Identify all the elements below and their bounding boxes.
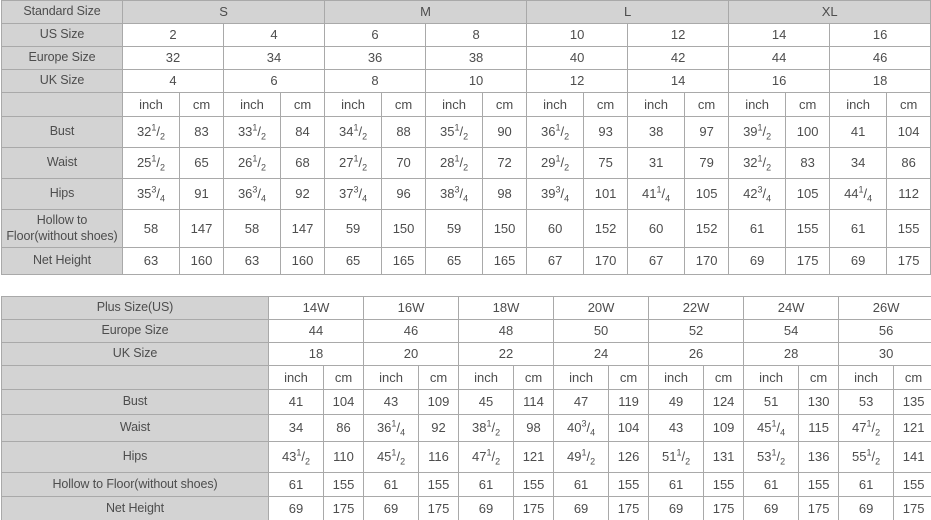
table-cell: 22W [649,297,744,320]
table-cell: $55^1/_2$ [839,442,894,473]
table-cell: 135 [894,390,931,415]
table-cell: 41 [269,390,324,415]
table-cell: 104 [609,415,649,442]
unit-cell: inch [729,93,786,117]
table-row-hollow-to-floor-without-shoes [2,473,931,497]
table-cell: $40^3/_4$ [554,415,609,442]
table-cell: 165 [382,248,426,275]
table-cell: 69 [830,248,887,275]
table-cell: 59 [426,210,483,248]
table-cell: 90 [483,117,527,148]
table-row-waist [2,148,931,179]
table-cell: 8 [426,24,527,47]
table-cell: 70 [382,148,426,179]
table-cell: 56 [839,320,931,343]
table-cell: 61 [554,473,609,497]
table-cell: $53^1/_2$ [744,442,799,473]
table-cell: $39^3/_4$ [527,179,584,210]
table-cell: 98 [483,179,527,210]
unit-cell: cm [584,93,628,117]
table-row-plus-size-us [2,297,931,320]
table-cell: $38^3/_4$ [426,179,483,210]
table-cell: 69 [364,497,419,520]
unit-cell: cm [281,93,325,117]
table-cell: 147 [281,210,325,248]
unit-cell: cm [382,93,426,117]
table-cell: 51 [744,390,799,415]
unit-cell: inch [830,93,887,117]
unit-cell: inch [744,366,799,390]
table-cell: 61 [364,473,419,497]
unit-cell: inch [459,366,514,390]
table-cell: $33^1/_2$ [224,117,281,148]
table-row-uk-size [2,70,931,93]
table-cell: 147 [180,210,224,248]
plus-size-chart [1,296,931,520]
table-row-hips [2,179,931,210]
table-cell: 40 [527,47,628,70]
table-cell: 131 [704,442,744,473]
table-cell: $26^1/_2$ [224,148,281,179]
table-cell: 61 [459,473,514,497]
table-cell: 34 [224,47,325,70]
unit-cell: cm [887,93,931,117]
table-cell: $35^1/_2$ [426,117,483,148]
table-cell: 112 [887,179,931,210]
row-label-plus-size-us: Plus Size(US) [2,297,269,320]
table-cell: 43 [649,415,704,442]
table-cell: 63 [123,248,180,275]
row-label-uk-size: UK Size [2,343,269,366]
row-label-units [2,93,123,117]
table-cell: 24 [554,343,649,366]
table-cell: 175 [324,497,364,520]
table-cell: 14W [269,297,364,320]
table-row-uk-size [2,343,931,366]
table-cell: 14 [729,24,830,47]
table-cell: 93 [584,117,628,148]
table-cell: 10 [426,70,527,93]
table-cell: 53 [839,390,894,415]
table-cell: $44^1/_4$ [830,179,887,210]
table-cell: 136 [799,442,839,473]
table-row-europe-size [2,320,931,343]
table-cell: $49^1/_2$ [554,442,609,473]
table-row-europe-size [2,47,931,70]
table-cell: 16W [364,297,459,320]
table-cell: 175 [799,497,839,520]
table-cell: 84 [281,117,325,148]
table-cell: 69 [269,497,324,520]
table-cell: 16 [830,24,931,47]
unit-cell: inch [224,93,281,117]
table-cell: 175 [609,497,649,520]
table-cell: 91 [180,179,224,210]
table-cell: 175 [887,248,931,275]
unit-cell: cm [514,366,554,390]
table-cell: 34 [269,415,324,442]
unit-cell: cm [704,366,744,390]
table-cell: $28^1/_2$ [426,148,483,179]
table-cell: $45^1/_4$ [744,415,799,442]
row-label-hollow-to-floor-without-shoes: Hollow to Floor(without shoes) [2,210,123,248]
table-cell: 121 [894,415,931,442]
table-cell: 98 [514,415,554,442]
table-cell: M [325,1,527,24]
unit-cell: cm [419,366,459,390]
table-cell: 67 [527,248,584,275]
row-label-uk-size: UK Size [2,70,123,93]
row-label-europe-size: Europe Size [2,47,123,70]
table-cell: 32 [123,47,224,70]
row-label-waist: Waist [2,148,123,179]
table-cell: 155 [799,473,839,497]
table-cell: 150 [382,210,426,248]
table-cell: $32^1/_2$ [729,148,786,179]
table-cell: 86 [324,415,364,442]
table-cell: 44 [269,320,364,343]
table-cell: 116 [419,442,459,473]
table-cell: $43^1/_2$ [269,442,324,473]
table-cell: 26W [839,297,931,320]
unit-cell: cm [894,366,931,390]
table-cell: 152 [584,210,628,248]
table-cell: 30 [839,343,931,366]
unit-cell: cm [685,93,729,117]
table-cell: 18W [459,297,554,320]
table-cell: 61 [830,210,887,248]
table-row-units [2,366,931,390]
row-label-units [2,366,269,390]
table-cell: 155 [324,473,364,497]
table-cell: 2 [123,24,224,47]
table-cell: 130 [799,390,839,415]
table-cell: $47^1/_2$ [839,415,894,442]
table-cell: 46 [830,47,931,70]
unit-cell: inch [839,366,894,390]
table-cell: 26 [649,343,744,366]
table-cell: 114 [514,390,554,415]
table-cell: 60 [527,210,584,248]
table-cell: 104 [887,117,931,148]
table-cell: 67 [628,248,685,275]
table-cell: 42 [628,47,729,70]
table-cell: 58 [224,210,281,248]
unit-cell: inch [269,366,324,390]
table-cell: $37^3/_4$ [325,179,382,210]
unit-cell: cm [180,93,224,117]
table-cell: 49 [649,390,704,415]
table-cell: 60 [628,210,685,248]
table-cell: 75 [584,148,628,179]
table-cell: 170 [584,248,628,275]
table-cell: 22 [459,343,554,366]
table-row-hollow-to-floor-without-shoes [2,210,931,248]
table-row-bust [2,117,931,148]
table-cell: 69 [744,497,799,520]
unit-cell: inch [364,366,419,390]
table-cell: $32^1/_2$ [123,117,180,148]
table-cell: 38 [628,117,685,148]
table-cell: 119 [609,390,649,415]
table-cell: 121 [514,442,554,473]
table-cell: $27^1/_2$ [325,148,382,179]
table-cell: 69 [839,497,894,520]
table-cell: $36^1/_4$ [364,415,419,442]
unit-cell: inch [649,366,704,390]
table-cell: 24W [744,297,839,320]
table-cell: $29^1/_2$ [527,148,584,179]
table-row-waist [2,415,931,442]
table-cell: 109 [419,390,459,415]
table-cell: 155 [887,210,931,248]
table-row-bust [2,390,931,415]
table-cell: 79 [685,148,729,179]
table-cell: 44 [729,47,830,70]
table-cell: 65 [180,148,224,179]
table-cell: 97 [685,117,729,148]
table-cell: L [527,1,729,24]
table-cell: 28 [744,343,839,366]
table-cell: 52 [649,320,744,343]
unit-cell: inch [554,366,609,390]
unit-cell: inch [628,93,685,117]
table-cell: 109 [704,415,744,442]
table-cell: 36 [325,47,426,70]
table-cell: 155 [704,473,744,497]
table-cell: $25^1/_2$ [123,148,180,179]
table-cell: $38^1/_2$ [459,415,514,442]
table-cell: 6 [325,24,426,47]
table-cell: 105 [786,179,830,210]
table-cell: 4 [224,24,325,47]
table-cell: $36^1/_2$ [527,117,584,148]
row-label-net-height: Net Height [2,497,269,520]
row-label-hips: Hips [2,442,269,473]
table-cell: 69 [554,497,609,520]
table-cell: 150 [483,210,527,248]
table-cell: $47^1/_2$ [459,442,514,473]
table-cell: 86 [887,148,931,179]
table-cell: $51^1/_2$ [649,442,704,473]
table-cell: 20 [364,343,459,366]
row-label-waist: Waist [2,415,269,442]
table-cell: 61 [649,473,704,497]
table-cell: 92 [281,179,325,210]
table-cell: 14 [628,70,729,93]
table-cell: 65 [325,248,382,275]
table-cell: S [123,1,325,24]
row-label-net-height: Net Height [2,248,123,275]
table-row-net-height [2,497,931,520]
unit-cell: cm [786,93,830,117]
table-cell: 105 [685,179,729,210]
table-cell: 141 [894,442,931,473]
table-cell: 155 [609,473,649,497]
row-label-bust: Bust [2,390,269,415]
unit-cell: cm [324,366,364,390]
table-cell: 83 [180,117,224,148]
table-cell: 4 [123,70,224,93]
table-cell: 54 [744,320,839,343]
table-cell: 38 [426,47,527,70]
table-cell: 20W [554,297,649,320]
table-cell: 110 [324,442,364,473]
table-cell: 69 [459,497,514,520]
table-cell: 160 [281,248,325,275]
table-row-units [2,93,931,117]
table-cell: 155 [894,473,931,497]
table-row-us-size [2,24,931,47]
table-cell: $41^1/_4$ [628,179,685,210]
table-cell: $45^1/_2$ [364,442,419,473]
table-cell: 50 [554,320,649,343]
unit-cell: cm [799,366,839,390]
row-label-standard-size: Standard Size [2,1,123,24]
table-cell: 61 [744,473,799,497]
table-cell: 43 [364,390,419,415]
table-cell: 47 [554,390,609,415]
table-row-net-height [2,248,931,275]
table-cell: 115 [799,415,839,442]
table-cell: 69 [649,497,704,520]
table-cell: 96 [382,179,426,210]
row-label-hips: Hips [2,179,123,210]
table-cell: 155 [514,473,554,497]
standard-size-chart [1,0,931,275]
table-cell: 18 [830,70,931,93]
table-cell: 126 [609,442,649,473]
table-cell: XL [729,1,931,24]
table-cell: $36^3/_4$ [224,179,281,210]
row-label-us-size: US Size [2,24,123,47]
table-row-hips [2,442,931,473]
table-cell: 100 [786,117,830,148]
table-cell: $35^3/_4$ [123,179,180,210]
table-cell: $42^3/_4$ [729,179,786,210]
table-cell: 155 [786,210,830,248]
table-cell: 16 [729,70,830,93]
table-cell: 31 [628,148,685,179]
table-cell: 155 [419,473,459,497]
unit-cell: cm [483,93,527,117]
unit-cell: inch [426,93,483,117]
table-cell: 104 [324,390,364,415]
table-cell: 45 [459,390,514,415]
table-cell: 6 [224,70,325,93]
table-cell: 46 [364,320,459,343]
table-cell: 175 [419,497,459,520]
table-cell: 12 [628,24,729,47]
row-label-europe-size: Europe Size [2,320,269,343]
table-cell: 101 [584,179,628,210]
table-cell: 34 [830,148,887,179]
table-cell: 175 [704,497,744,520]
table-cell: 41 [830,117,887,148]
table-cell: 65 [426,248,483,275]
table-cell: 83 [786,148,830,179]
table-cell: 124 [704,390,744,415]
table-cell: 61 [269,473,324,497]
table-cell: 175 [786,248,830,275]
unit-cell: cm [609,366,649,390]
table-cell: 8 [325,70,426,93]
table-cell: 88 [382,117,426,148]
table-cell: 92 [419,415,459,442]
table-cell: 12 [527,70,628,93]
table-cell: 58 [123,210,180,248]
table-cell: 72 [483,148,527,179]
table-cell: 59 [325,210,382,248]
table-cell: $39^1/_2$ [729,117,786,148]
table-cell: 165 [483,248,527,275]
table-cell: 175 [894,497,931,520]
table-cell: 10 [527,24,628,47]
table-cell: 160 [180,248,224,275]
row-label-hollow-to-floor-without-shoes: Hollow to Floor(without shoes) [2,473,269,497]
unit-cell: inch [527,93,584,117]
table-cell: $34^1/_2$ [325,117,382,148]
table-cell: 61 [839,473,894,497]
table-cell: 68 [281,148,325,179]
row-label-bust: Bust [2,117,123,148]
table-row-standard-size [2,1,931,24]
table-cell: 48 [459,320,554,343]
table-cell: 175 [514,497,554,520]
table-cell: 63 [224,248,281,275]
unit-cell: inch [325,93,382,117]
unit-cell: inch [123,93,180,117]
table-cell: 18 [269,343,364,366]
table-cell: 152 [685,210,729,248]
table-cell: 170 [685,248,729,275]
table-cell: 61 [729,210,786,248]
table-cell: 69 [729,248,786,275]
